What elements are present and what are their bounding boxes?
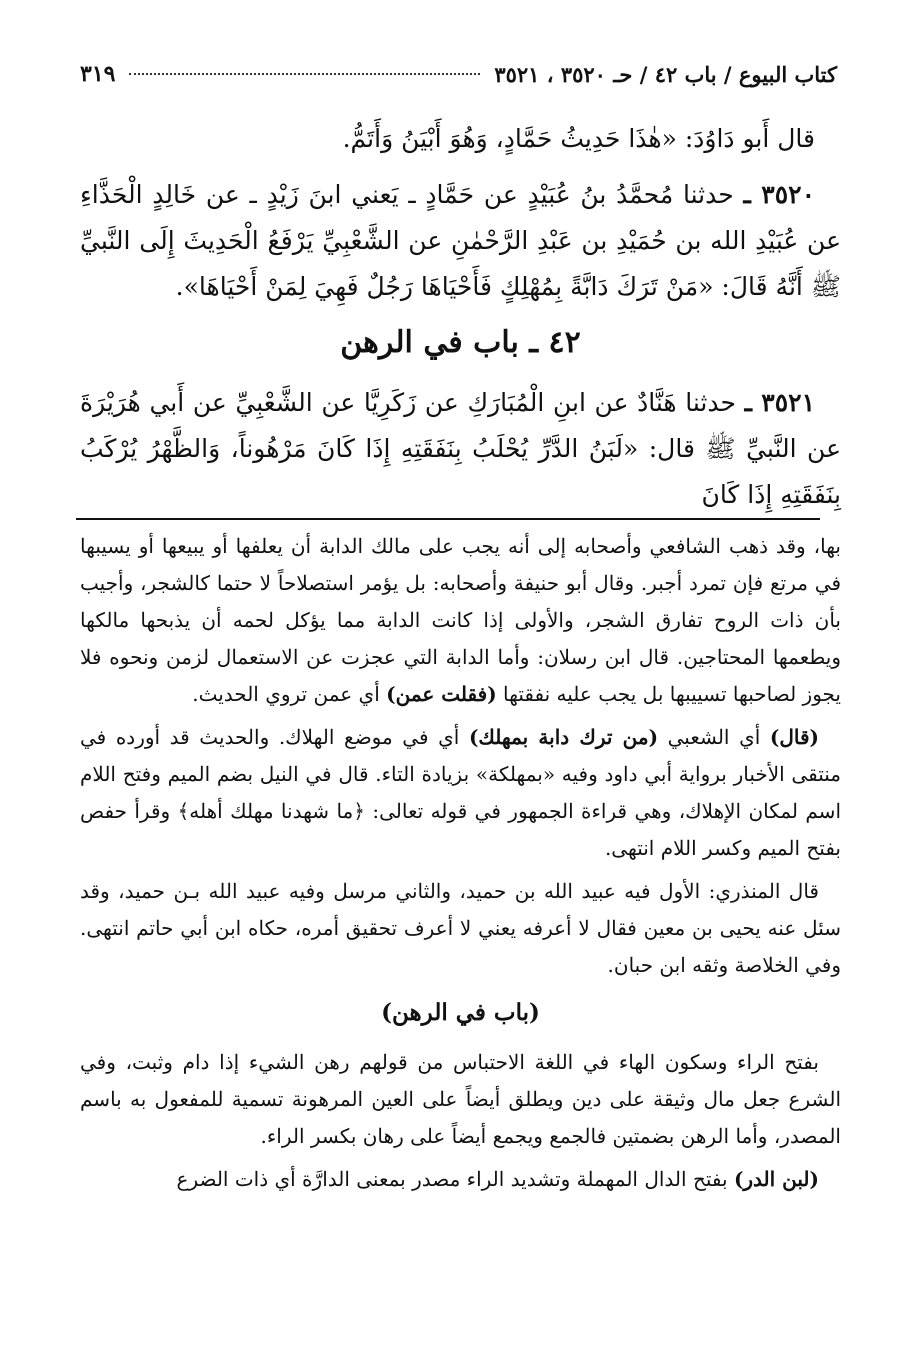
hadith-text: حدثنا مُحمَّدُ بنُ عُبَيْدٍ عن حَمَّادٍ ـ يَعني ابنَ زَيْدٍ ـ عن خَالِدٍ الْحَذَّاءِ عن عُبَيْدِ الله بن حُمَيْدِ بن عَبْدِ الرَّحْمٰنِ عن الشَّعْبِيِّ يَرْفَعُ الْحَدِيثَ إِلَى النَّبيِّ ﷺ أَنَّهُ قَالَ: «مَنْ تَرَكَ دَابَّةً بِمُهْلِكٍ فَأَحْيَاهَا رَجُلٌ فَهِيَ لِمَنْ أَحْيَاهَا». (80, 180, 841, 301)
commentary-paragraph (80, 719, 841, 867)
main-text (80, 116, 841, 528)
commentary-paragraph (80, 528, 841, 713)
running-head: كتاب البيوع / باب ٤٢ / حـ ٣٥٢٠ ، ٣٥٢١ (494, 61, 837, 87)
footnote-divider (76, 518, 820, 520)
commentary-lemma: (فقلت عمن) (386, 682, 497, 706)
hadith-3520 (80, 172, 841, 310)
commentary-text: أي الشعبي (667, 725, 761, 749)
commentary-paragraph (80, 1161, 841, 1198)
hadith-number: ٣٥٢١ ـ (744, 388, 816, 417)
chapter-title: ٤٢ ـ باب في الرهن (340, 325, 581, 360)
commentary-lemma: (قال) (769, 725, 820, 749)
commentary-text: أي في موضع الهلاك. والحديث قد أورده في منتقى الأخبار برواية أبي داود وفيه «بمهلكة» بزيادة التاء. قال في النيل بضم الميم وفتح اللام اسم لمكان الإهلاك، وهي قراءة الجمهور في قوله تعالى: ﴿ما شهدنا مهلك أهله﴾ وقرأ حفص بفتح الميم وكسر اللام انتهى. (80, 725, 841, 860)
commentary-subheading: (باب في الرهن) (381, 999, 540, 1026)
main-paragraph-abu-dawud: قال أَبو دَاوُدَ: «هٰذَا حَدِيثُ حَمَّادٍ، وَهُوَ أَبْيَنُ وَأَتَمُّ. (342, 124, 815, 153)
hadith-3521 (80, 380, 841, 518)
commentary-text: أي عمن تروي الحديث. (192, 682, 380, 706)
hadith-number: ٣٥٢٠ ـ (743, 180, 816, 209)
commentary (80, 528, 841, 1204)
dotted-leader (129, 73, 480, 75)
commentary-paragraph: قال المنذري: الأول فيه عبيد الله بن حميد، والثاني مرسل وفيه عبيد الله بـن حميد، وقد سئل عنه يحيى بن معين فقال لا أعرفه يعني لا أعرف تحقيق أمره، حكاه ابن أبي حاتم انتهى. وفي الخلاصة وثقه ابن حبان. (80, 879, 841, 977)
page-number: ٣١٩ (80, 61, 116, 87)
page-header (80, 54, 837, 94)
hadith-text: حدثنا هَنَّادٌ عن ابنِ الْمُبَارَكِ عن زَكَرِيَّا عن الشَّعْبِيِّ عن أَبي هُرَيْرَةَ عن النَّبيِّ ﷺ قال: «لَبَنُ الدَّرِّ يُحْلَبُ بِنَفَقَتِهِ إِذَا كَانَ مَرْهُوناً، وَالظَّهْرُ يُرْكَبُ بِنَفَقَتِهِ إِذَا كَانَ (80, 388, 841, 509)
commentary-paragraph: بفتح الراء وسكون الهاء في اللغة الاحتباس من قولهم رهن الشيء إذا دام وثبت، وفي الشرع جعل مال وثيقة على دين ويطلق أيضاً على العين المرهونة تسمية للمفعول به باسم المصدر، وأما الرهن بضمتين فالجمع ويجمع أيضاً على رهان بكسر الراء. (80, 1050, 841, 1148)
commentary-text: بها، وقد ذهب الشافعي وأصحابه إلى أنه يجب على مالك الدابة أن يعلفها أو يبيعها أو يسيبها في مرتع فإن تمرد أجبر. وقال أبو حنيفة وأصحابه: بل يؤمر استصلاحاً لا حتما كالشجر، وأجيب بأن ذات الروح تفارق الشجر، والأولى إذا كانت الدابة مما يؤكل لحمه أن يذبحها مالكها ويطعمها المحتاجين. قال ابن رسلان: وأما الدابة التي عجزت عن الاستعمال لزمن ونحوه فلا يجوز لصاحبها تسييبها بل يجب عليه نفقتها (80, 534, 842, 706)
commentary-lemma: (لبن الدر) (733, 1167, 819, 1191)
commentary-text: بفتح الدال المهملة وتشديد الراء مصدر بمعنى الدارَّة أي ذات الضرع (176, 1167, 728, 1191)
commentary-lemma: (من ترك دابة بمهلك) (468, 725, 659, 749)
